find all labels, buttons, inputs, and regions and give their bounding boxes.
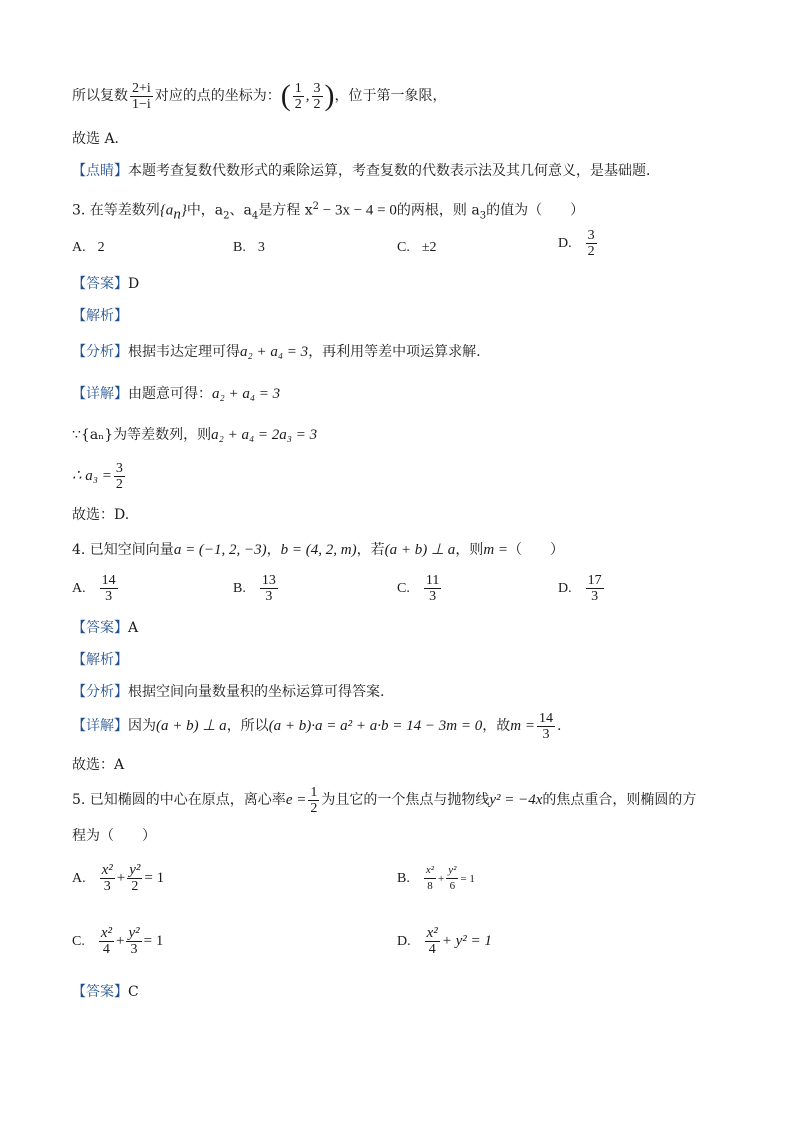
coord-y: $\frac{3}{2}$ [313, 80, 321, 112]
q3-option-a[interactable]: A. 2 [72, 240, 105, 255]
choose-a-line: 故选 A． [72, 131, 129, 147]
complex-fraction [130, 81, 153, 112]
dianjing-text: 本题考查复数代数形式的乘除运算，考查复数的代数表示法及其几何意义，是基础题． [128, 163, 660, 179]
coord-x: $\frac{1}{2}$ [294, 80, 302, 112]
q3-answer: 【答案】D [72, 276, 140, 292]
q5-option-a[interactable]: A. $\frac{\text{x²}}{3}$ + $\frac{\text{y²}}{2}$ = 1 [72, 862, 165, 894]
q3-choose: 故选：D. [72, 507, 130, 523]
dianjing-tag: 【点睛】 [72, 163, 128, 179]
text-after: ，位于第一象限， [334, 88, 447, 104]
q4-answer: 【答案】A [72, 620, 139, 636]
q3-option-c[interactable]: C. ±2 [397, 240, 437, 255]
q4-option-c[interactable]: C. $\frac{11}{3}$ [397, 573, 440, 604]
q4-fenxi: 【分析】根据空间向量数量积的坐标运算可得答案. [72, 684, 385, 700]
complex-coordinate-line: 所以复数 $\frac{2+i}{1-i}$ 对应的点的坐标为： ( $\frac{1}{2}$ , $\frac{3}{2}$ ) ，位于第一象限， [72, 79, 447, 112]
text-before: 所以复数 [72, 88, 128, 104]
q4-option-b[interactable]: B. $\frac{13}{3}$ [233, 573, 276, 604]
text-middle: 对应的点的坐标为： [154, 88, 281, 104]
q5-option-c[interactable]: C. $\frac{\text{x²}}{4}$ + $\frac{\text{y²}}{3}$ = 1 [72, 925, 164, 957]
q3-option-b[interactable]: B. 3 [233, 240, 265, 255]
frac-num: 2+i [132, 80, 151, 96]
q3-option-d[interactable]: D. $\frac{3}{2}$ [558, 228, 595, 259]
q4-jiexi-tag: 【解析】 [72, 652, 128, 668]
frac-den: 1−i [132, 96, 151, 112]
q5-option-d[interactable]: D. $\frac{\text{x²}}{4}$ + y² = 1 [397, 925, 492, 957]
q4-option-a[interactable]: A. $\frac{14}{3}$ [72, 573, 116, 604]
q4-option-d[interactable]: D. $\frac{17}{3}$ [558, 573, 602, 604]
q3-because: ∵{aₙ}为等差数列，则a₂ + a₄ = 2a₃ = 3 [72, 427, 318, 443]
q3-fenxi: 【分析】根据韦达定理可得a₂ + a₄ = 3，再利用等差中项运算求解. [72, 344, 481, 360]
dianjing-line [72, 161, 660, 181]
q5-stem-line2: 程为（ ） [72, 828, 156, 844]
q4-stem: 4. 已知空间向量a = (−1, 2, −3)，b = (4, 2, m)，若(a + b) ⊥ a，则m =（ ） [72, 542, 565, 558]
q4-choose: 故选：A [72, 757, 125, 773]
q3-jiexi-tag: 【解析】 [72, 308, 128, 324]
q5-answer: 【答案】C [72, 984, 139, 1000]
q3-therefore: ∴ a₃ = $\frac{3}{2}$ [72, 460, 123, 492]
q3-xiangjie: 【详解】由题意可得：a₂ + a₄ = 3 [72, 386, 281, 402]
q5-stem-line1: 5. 已知椭圆的中心在原点，离心率 e = $\frac{1}{2}$ 为且它的一个焦点与抛物线 y² = −4x 的焦点重合，则椭圆的方 [72, 784, 697, 816]
q3-stem: 3. 在等差数列$\{a_n\}$中，$a_2$、$a_4$是方程 $x^2 - 3x - 4 = 0$的两根，则 $a_3$的值为（ ） [72, 201, 585, 223]
q5-option-b[interactable]: B. $\frac{\text{x²}}{8}$ + $\frac{\text{y²}}{6}$ = 1 [397, 864, 475, 892]
q4-xiangjie: 【详解】 因为 (a + b) ⊥ a ，所以 (a + b)·a = a² + a·b = 14 − 3m = 0 ，故 m = $\frac{14}{3}$ . [72, 710, 562, 742]
